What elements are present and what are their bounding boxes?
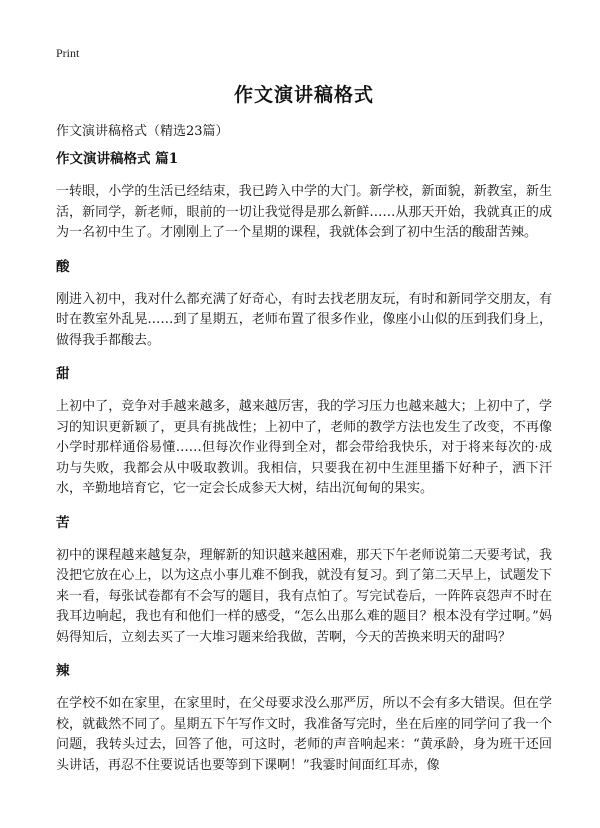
section-paragraph-spicy: 在学校不如在家里，在家里时，在父母要求没么那严厉，所以不会有多大错误。但在学校，就截然不同了。星期五下午写作文时，我准备写完时，坐在后座的同学问了我一个问题，我转头过去，回答了他，可这时，老师的声音响起来：“黄承龄，身为班干还回头讲话，再忍不住要说话也要等到下课啊！”我霎时间面红耳赤，像 [56, 696, 552, 773]
section-heading-1: 作文演讲稿格式 篇1 [56, 151, 179, 167]
document-subtitle: 作文演讲稿格式（精选23篇） [56, 124, 229, 139]
section-paragraph-1: 一转眼，小学的生活已经结束，我已跨入中学的大门。新学校，新面貌，新教室，新生活，新同学，新老师，眼前的一切让我觉得是那么新鲜……从那天开始，我就真正的成为一名初中生了。才刚刚上了一个星期的课程，我就体会到了初中生活的酸甜苦辣。 [56, 184, 552, 240]
section-heading-sour: 酸 [56, 258, 70, 275]
section-paragraph-sour: 刚进入初中，我对什么都充满了好奇心，有时去找老朋友玩，有时和新同学交朋友，有时在教室外乱晃……到了星期五，老师布置了很多作业，像座小山似的压到我们身上，做得我手都酸去。 [56, 291, 552, 348]
section-paragraph-bitter: 初中的课程越来越复杂，理解新的知识越来越困难，那天下午老师说第二天要考试，我没把它放在心上，以为这点小事儿难不倒我，就没有复习。到了第二天早上，试题发下来一看，每张试卷都有不会写的题目，我有点怕了。写完试卷后，一阵阵哀怨声不时在我耳边响起，我也有和他们一样的感受，“怎么出那么难的题目？根本没有学过啊。”妈妈得知后，立刻去买了一大堆习题来给我做，苦啊，今天的苦换来明天的甜吗？ [56, 547, 552, 645]
section-heading-bitter: 苦 [56, 514, 70, 531]
section-heading-sweet: 甜 [56, 366, 70, 382]
document-title: 作文演讲稿格式 [233, 84, 374, 106]
section-heading-spicy: 辣 [56, 663, 70, 679]
document-content [56, 150, 552, 790]
section-paragraph-sweet: 上初中了，竞争对手越来越多，越来越厉害，我的学习压力也越来越大；上初中了，学习的知识更新颖了，更具有挑战性；上初中了，老师的教学方法也发生了改变，不再像小学时那样通俗易懂……但每次作业得到全对，都会带给我快乐，对于将来每次的·成功与失败，我都会从中吸取教训。我相信，只要我在初中生涯里播下好种子，洒下汗水，辛勤地培育它，它一定会长成参天大树，结出沉甸甸的果实。 [56, 399, 552, 496]
print-link[interactable]: Print [56, 46, 80, 60]
